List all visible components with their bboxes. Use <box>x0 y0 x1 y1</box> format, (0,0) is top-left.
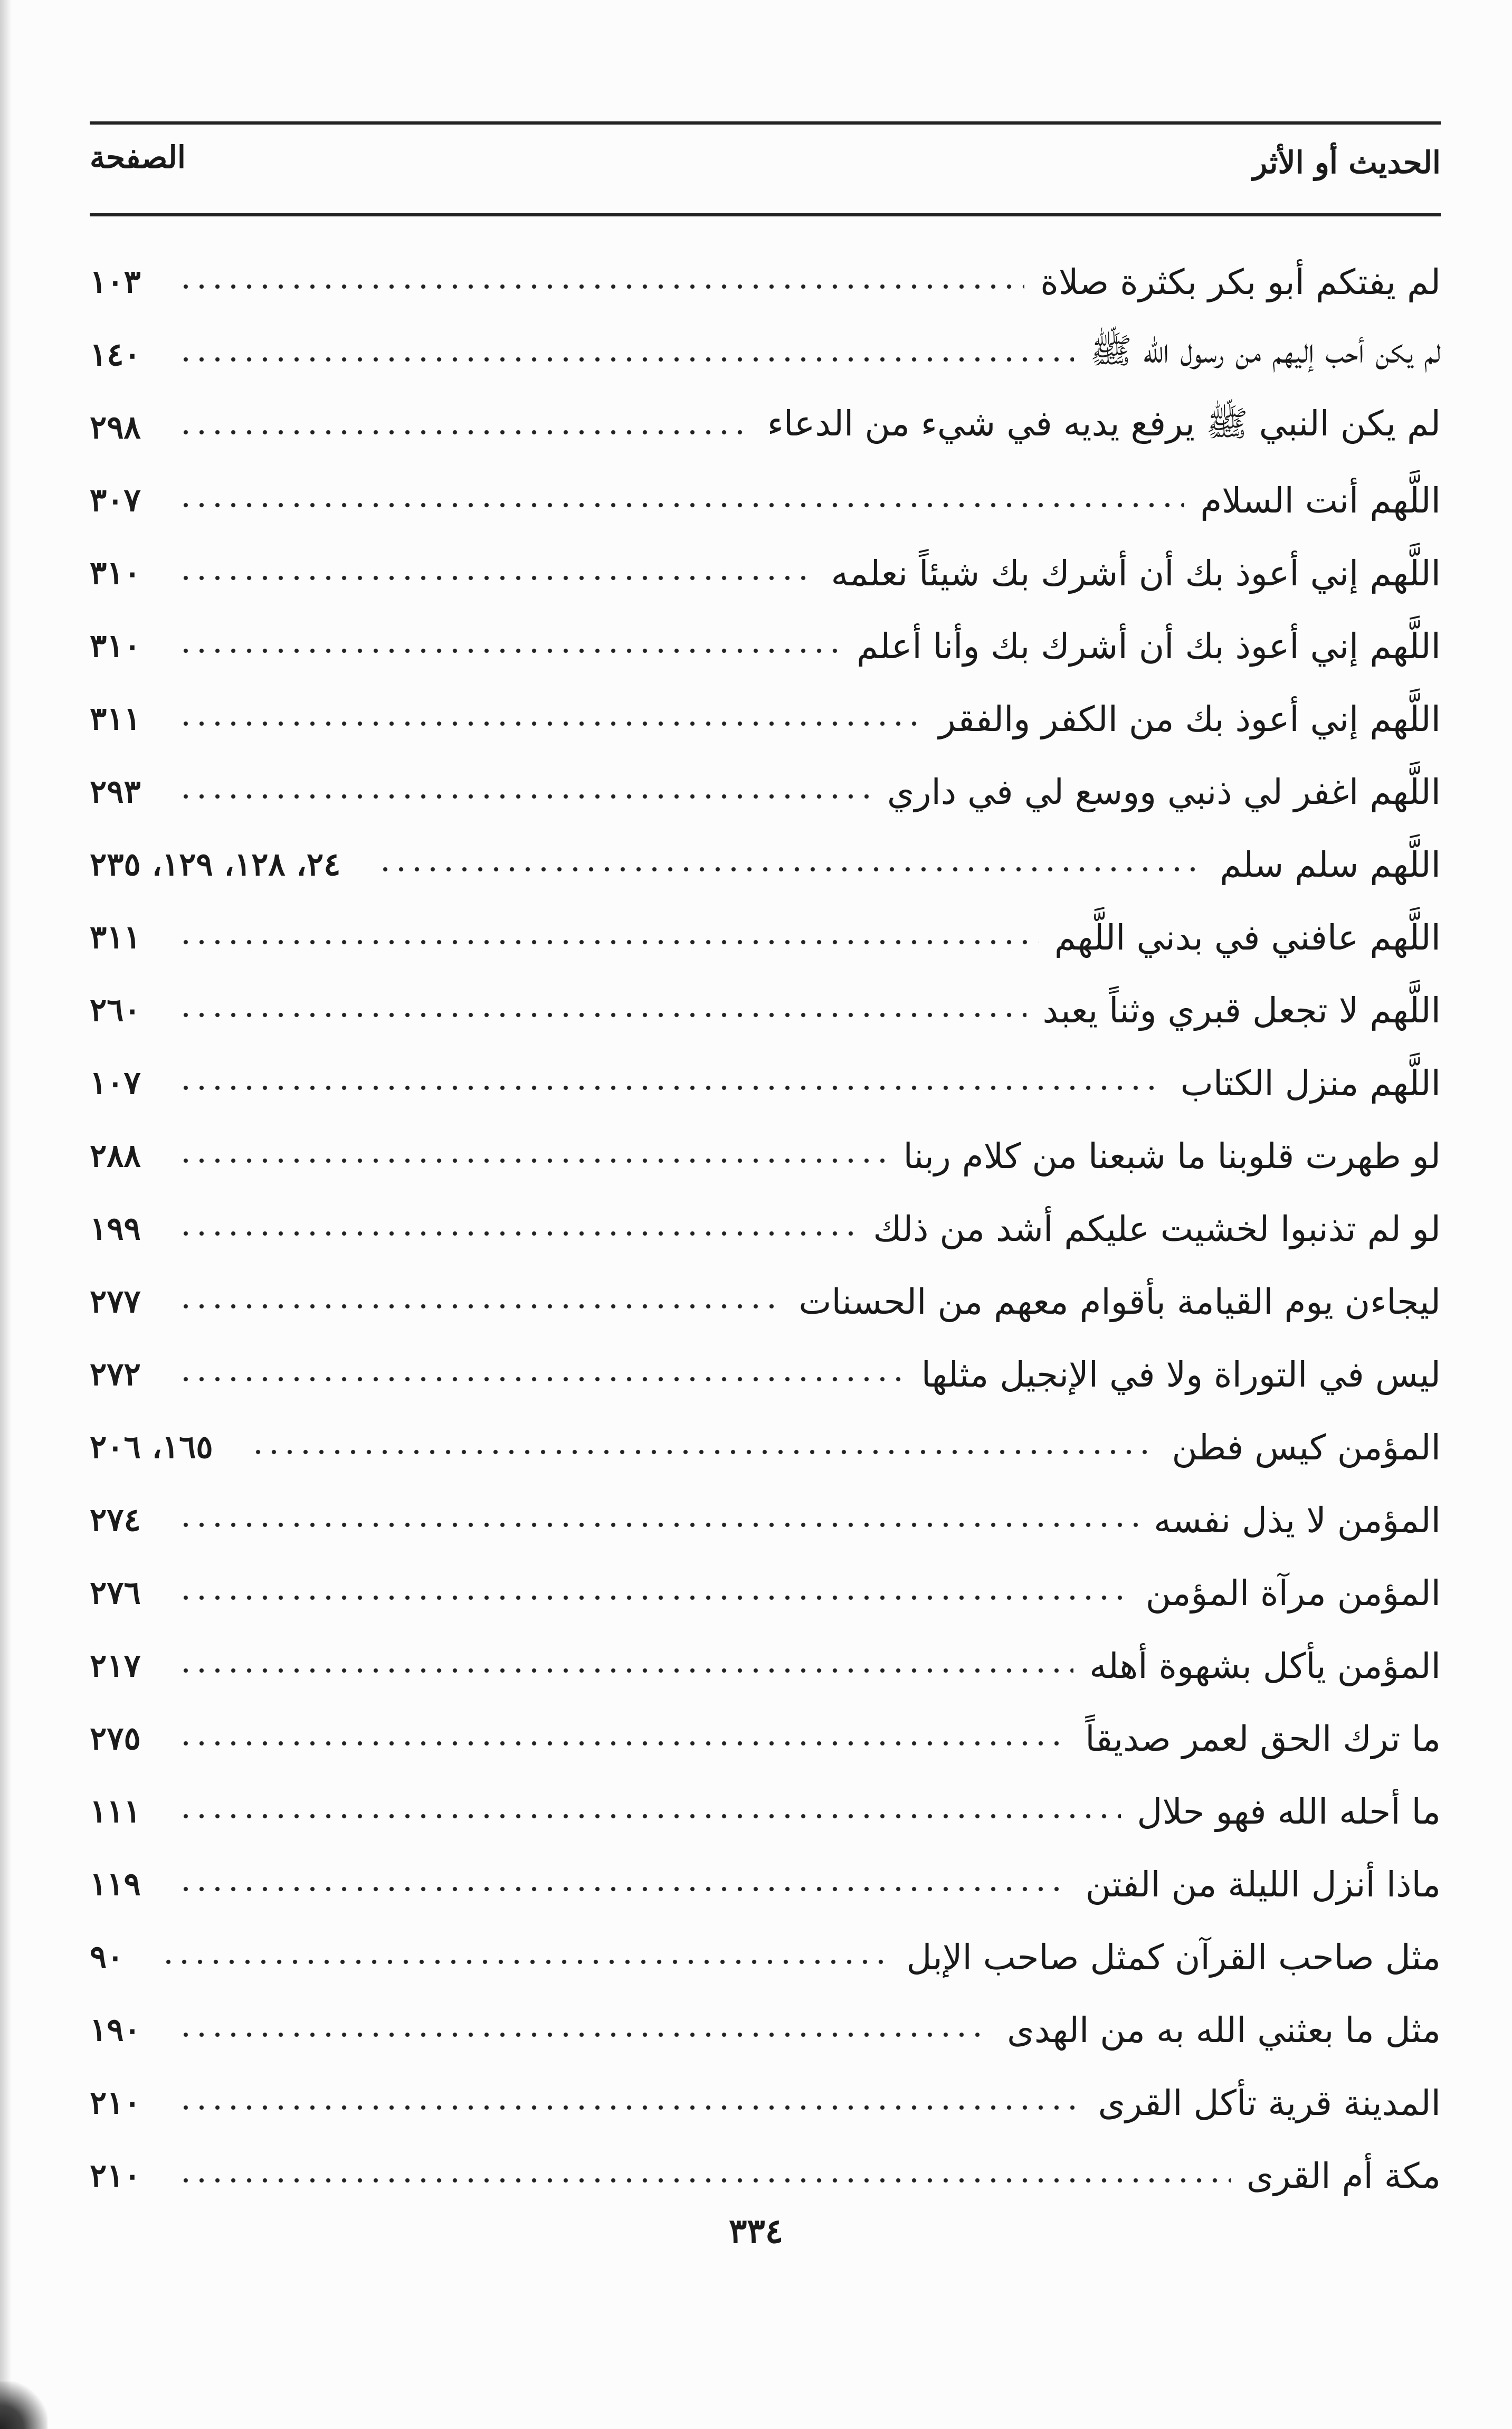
index-header <box>90 121 1441 216</box>
dot-leader <box>250 1449 1156 1455</box>
entry-page-numbers: ١٦٥، ٢٠٦ <box>90 1429 213 1466</box>
column-page-heading: الصفحة <box>90 139 186 175</box>
index-entry <box>90 464 1441 537</box>
page-number: ٣٣٤ <box>728 2212 784 2251</box>
dot-leader <box>178 1522 1138 1527</box>
index-entry <box>90 1994 1441 2066</box>
index-entry <box>90 1119 1441 1192</box>
dot-leader <box>178 1668 1073 1673</box>
entry-page-numbers: ٢٤، ١٢٨، ١٢٩، ٢٣٥ <box>90 846 341 883</box>
dot-leader <box>178 430 752 435</box>
column-hadith-heading: الحديث أو الأثر <box>1252 145 1441 181</box>
entry-text: المؤمن يأكل بشهوة أهله <box>1089 1645 1441 1686</box>
entry-page-numbers: ٢٨٨ <box>90 1137 141 1174</box>
entry-page-numbers: ٢٦٠ <box>90 992 141 1029</box>
entry-page-numbers: ٩٠ <box>90 1939 124 1976</box>
entry-page-numbers: ٣١٠ <box>90 628 141 665</box>
index-entry <box>90 682 1441 755</box>
index-list <box>90 245 1441 2212</box>
dot-leader <box>178 721 923 726</box>
index-entry <box>90 2139 1441 2212</box>
index-entry <box>90 755 1441 828</box>
dot-leader <box>178 1158 888 1163</box>
dot-leader <box>178 940 1039 945</box>
index-entry <box>90 1484 1441 1557</box>
entry-page-numbers: ٢١٧ <box>90 1647 141 1684</box>
entry-text: ما أحله الله فهو حلال <box>1137 1791 1441 1832</box>
dot-leader <box>178 1085 1165 1090</box>
entry-text: اللَّهم سلم سلم <box>1220 844 1441 885</box>
index-entry <box>90 245 1441 318</box>
scan-corner-shadow <box>0 2381 47 2429</box>
dot-leader <box>377 867 1204 872</box>
index-entry <box>90 901 1441 974</box>
entry-text: مثل ما بعثني الله به من الهدى <box>1007 2009 1441 2051</box>
entry-page-numbers: ٢٧٤ <box>90 1502 141 1539</box>
dot-leader <box>178 2178 1231 2183</box>
dot-leader <box>178 502 1185 508</box>
dot-leader <box>178 2105 1082 2110</box>
dot-leader <box>178 357 1074 362</box>
entry-text: لو طهرت قلوبنا ما شبعنا من كلام ربنا <box>903 1135 1441 1176</box>
entry-page-numbers: ٢٩٨ <box>90 409 141 446</box>
entry-text: مثل صاحب القرآن كمثل صاحب الإبل <box>906 1937 1441 1978</box>
entry-text: ما ترك الحق لعمر صديقاً <box>1085 1718 1441 1759</box>
entry-page-numbers: ١٤٠ <box>90 336 141 373</box>
dot-leader <box>178 1814 1121 1819</box>
entry-page-numbers: ١٩٠ <box>90 2011 141 2048</box>
scan-edge-shadow <box>0 0 12 2429</box>
dot-leader <box>178 1012 1027 1018</box>
dot-leader <box>178 575 815 581</box>
dot-leader <box>178 648 841 653</box>
entry-text: المؤمن كيس فطن <box>1172 1427 1441 1468</box>
dot-leader <box>178 2032 991 2037</box>
entry-text: لم يفتكم أبو بكر بكثرة صلاة <box>1040 261 1441 302</box>
dot-leader <box>178 1741 1070 1746</box>
index-entry <box>90 1848 1441 1921</box>
entry-text: اللَّهم إني أعوذ بك أن أشرك بك شيئاً نعلمه <box>831 553 1441 594</box>
entry-text: اللَّهم لا تجعل قبري وثناً يعبد <box>1042 990 1441 1031</box>
entry-text: مكة أم القرى <box>1246 2155 1441 2196</box>
entry-text: اللَّهم إني أعوذ بك من الكفر والفقر <box>938 698 1441 739</box>
entry-text: اللَّهم اغفر لي ذنبي ووسع لي في داري <box>887 771 1441 812</box>
dot-leader <box>178 1377 906 1382</box>
index-entry <box>90 1192 1441 1265</box>
entry-page-numbers: ٣١٠ <box>90 555 141 592</box>
index-entry <box>90 1921 1441 1994</box>
index-entry <box>90 1411 1441 1484</box>
dot-leader <box>178 1231 858 1236</box>
dot-leader <box>160 1959 890 1965</box>
entry-page-numbers: ٣٠٧ <box>90 482 141 519</box>
entry-text: ليس في التوراة ولا في الإنجيل مثلها <box>921 1354 1441 1395</box>
index-entry <box>90 391 1441 464</box>
entry-page-numbers: ٢٩٣ <box>90 773 141 810</box>
entry-text: اللَّهم أنت السلام <box>1200 480 1441 521</box>
entry-text: ماذا أنزل الليلة من الفتن <box>1085 1864 1441 1905</box>
entry-page-numbers: ٢٧٧ <box>90 1283 141 1320</box>
index-entry <box>90 1629 1441 1702</box>
entry-page-numbers: ٢١٠ <box>90 2157 141 2194</box>
entry-text: لو لم تذنبوا لخشيت عليكم أشد من ذلك <box>873 1208 1441 1249</box>
entry-text: ليجاءن يوم القيامة بأقوام معهم من الحسنات <box>798 1281 1441 1322</box>
dot-leader <box>178 1304 783 1309</box>
index-entry <box>90 610 1441 682</box>
dot-leader <box>178 284 1025 289</box>
entry-text: المدينة قرية تأكل القرى <box>1098 2082 1441 2123</box>
index-entry <box>90 1557 1441 1629</box>
entry-page-numbers: ١١١ <box>90 1793 141 1830</box>
entry-text: المؤمن لا يذل نفسه <box>1154 1500 1441 1541</box>
entry-page-numbers: ٣١١ <box>90 919 141 956</box>
entry-page-numbers: ١٠٧ <box>90 1065 141 1102</box>
index-entry <box>90 318 1441 391</box>
index-entry <box>90 537 1441 610</box>
entry-text: اللَّهم منزل الكتاب <box>1180 1062 1441 1104</box>
entry-page-numbers: ٢٧٥ <box>90 1720 141 1757</box>
index-entry <box>90 1775 1441 1848</box>
entry-page-numbers: ٢٧٦ <box>90 1574 141 1611</box>
entry-page-numbers: ٢٧٢ <box>90 1356 141 1393</box>
entry-page-numbers: ٣١١ <box>90 700 141 737</box>
entry-page-numbers: ١٩٩ <box>90 1210 141 1247</box>
entry-page-numbers: ٢١٠ <box>90 2084 141 2121</box>
dot-leader <box>178 1595 1130 1600</box>
entry-page-numbers: ١٠٣ <box>90 263 141 300</box>
index-entry <box>90 1265 1441 1338</box>
entry-text: لم يكن النبي ﷺ يرفع يديه في شيء من الدعاء <box>767 403 1441 444</box>
entry-text: اللَّهم عافني في بدني اللَّهم <box>1054 917 1441 958</box>
entry-text: اللَّهم إني أعوذ بك أن أشرك بك وأنا أعلم <box>857 625 1441 667</box>
entry-text: لم يكن أحب إليهم من رسول الله ﷺ <box>1090 330 1441 371</box>
dot-leader <box>178 1886 1070 1892</box>
dot-leader <box>178 794 871 799</box>
index-entry <box>90 2066 1441 2139</box>
index-entry <box>90 1338 1441 1411</box>
index-entry <box>90 1047 1441 1119</box>
index-entry <box>90 1702 1441 1775</box>
entry-page-numbers: ١١٩ <box>90 1866 141 1903</box>
entry-text: المؤمن مرآة المؤمن <box>1145 1572 1441 1614</box>
index-entry <box>90 974 1441 1047</box>
index-entry <box>90 828 1441 901</box>
